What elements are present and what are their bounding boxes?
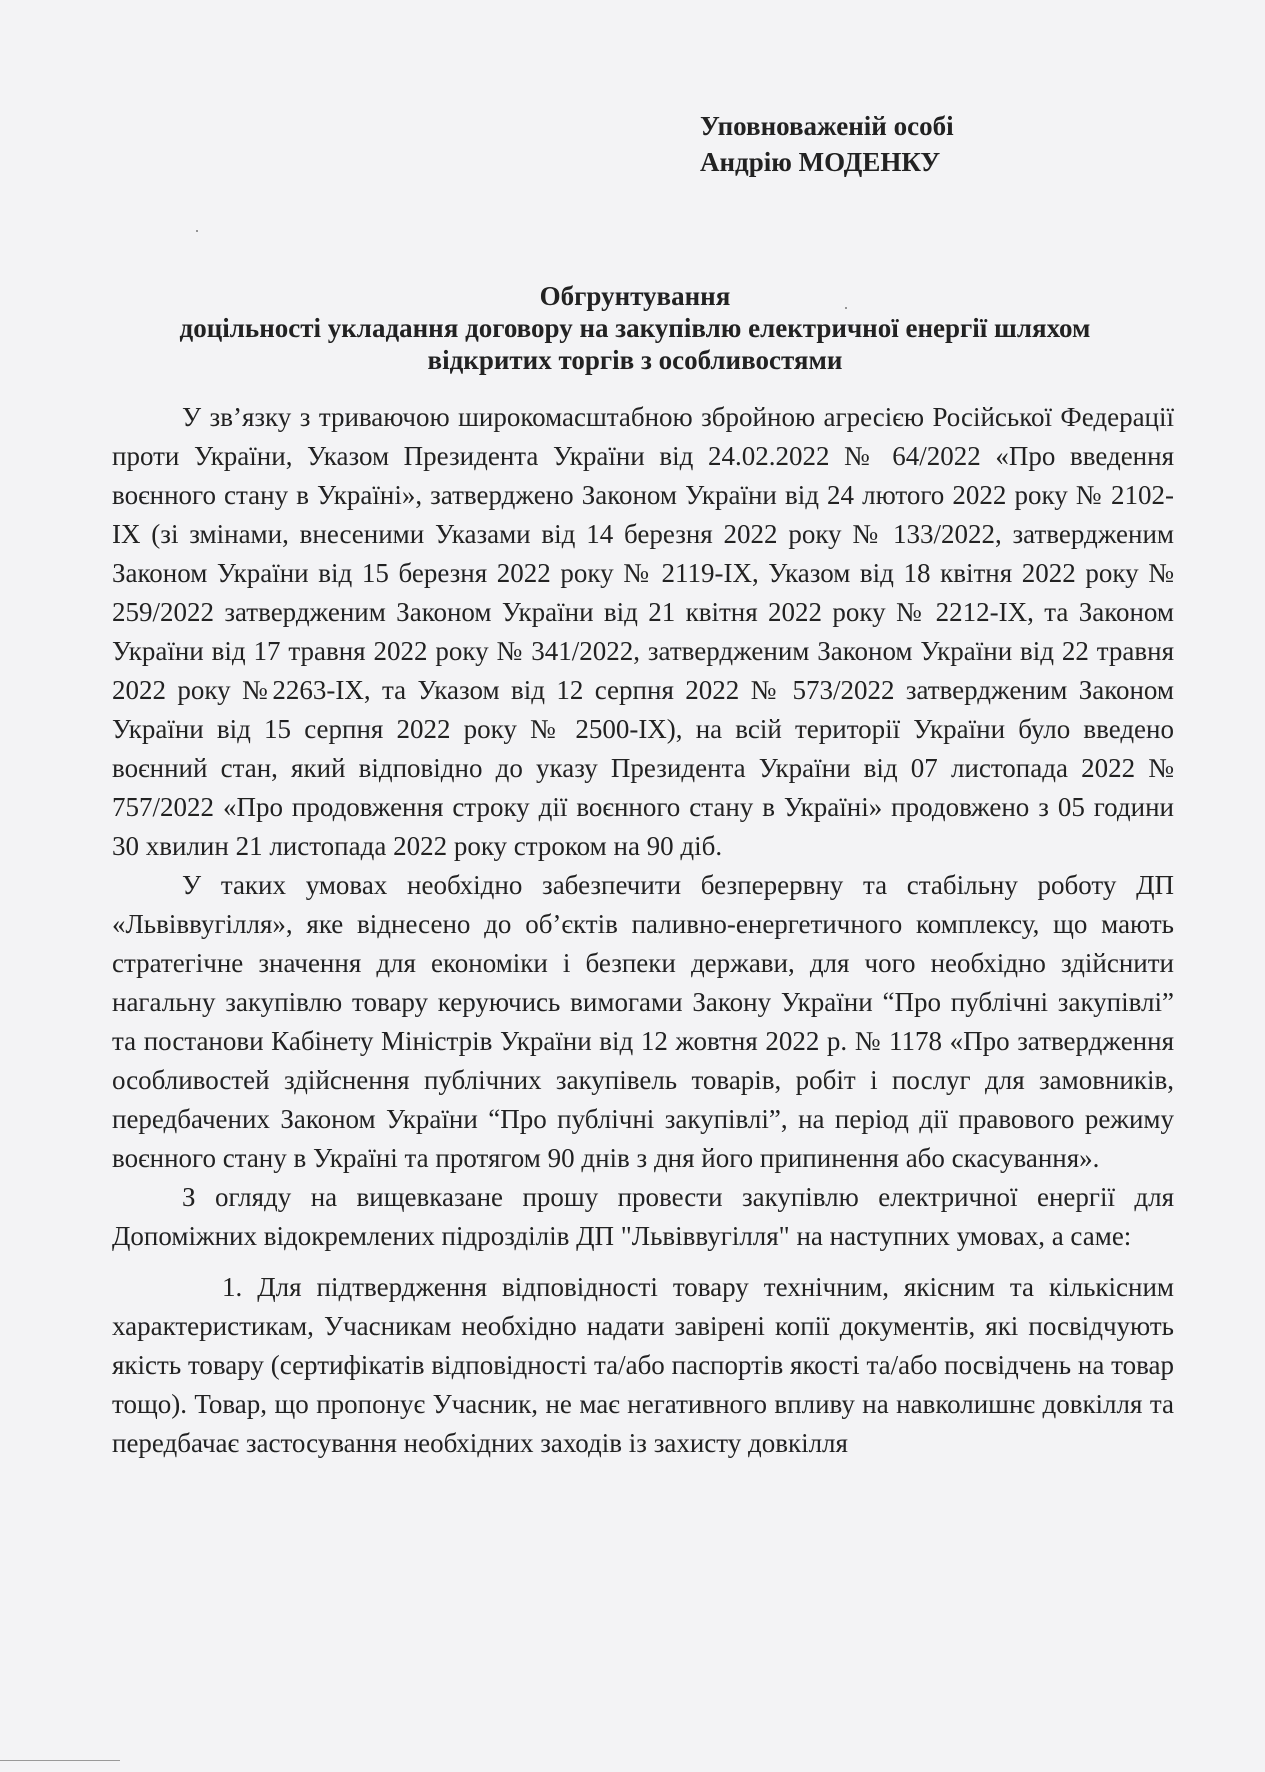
paragraph-request: З огляду на вищевказане прошу провести закупівлю електричної енергії для Допоміжних відокремлених підрозділів ДП "Львіввугілля" на наступних умовах, а саме: — [112, 1182, 1174, 1251]
heading-subtitle-line2: відкритих торгів з особливостями — [427, 345, 843, 375]
scan-edge-line — [0, 1760, 120, 1761]
scan-speck — [845, 307, 847, 309]
document-body — [112, 398, 1174, 1463]
addressee-block — [700, 108, 954, 180]
list-item: 1. Для підтвердження відповідності товару технічним, якісним та кількісним характеристикам, Учасникам необхідно надати завірені копії документів, які посвідчують якість товару (сертифікатів відповідності та/або паспортів якості та/або посвідчень на товар тощо). Товар, що пропонує Учасник, не має негативного впливу на навколишнє довкілля та передбачає застосування необхідних заходів із захисту довкілля — [112, 1272, 1174, 1458]
addressee-name: Андрію МОДЕНКУ — [700, 147, 941, 177]
paragraph-martial-law: У зв’язку з триваючою широкомасштабною збройною агресією Російської Федерації проти України, Указом Президента України від 24.02.2022 № 64/2022 «Про введення воєнного стану в Україні», затверджено Законом України від 24 лютого 2022 року № 2102-IX (зі змінами, внесеними Указами від 14 березня 2022 року № 133/2022, затвердженим Законом України від 15 березня 2022 року № 2119-IX, Указом від 18 квітня 2022 року № 259/2022 затвердженим Законом України від 21 квітня 2022 року № 2212-IX, та Законом України від 17 травня 2022 року № 341/2022, затвердженим Законом України від 22 травня 2022 року №2263-IX, та Указом від 12 серпня 2022 № 573/2022 затвердженим Законом України від 15 серпня 2022 року № 2500-IX), на всій території України було введено воєнний стан, який відповідно до указу Президента України від 07 листопада 2022 № 757/2022 «Про продовження строку дії воєнного стану в Україні» продовжено з 05 години 30 хвилин 21 листопада 2022 року строком на 90 діб. — [112, 402, 1174, 861]
heading-title: Обгрунтування — [539, 281, 731, 311]
scan-speck — [196, 230, 198, 232]
paragraph-conditions: У таких умовах необхідно забезпечити безперервну та стабільну роботу ДП «Львіввугілля», яке віднесено до об’єктів паливно-енергетичного комплексу, що мають стратегічне значення для економіки і безпеки держави, для чого необхідно здійснити нагальну закупівлю товару керуючись вимогами Закону України “Про публічні закупівлі” та постанови Кабінету Міністрів України від 12 жовтня 2022 р. № 1178 «Про затвердження особливостей здійснення публічних закупівель товарів, робіт і послуг для замовників, передбачених Законом України “Про публічні закупівлі”, на період дії правового режиму воєнного стану в Україні та протягом 90 днів з дня його припинення або скасування». — [112, 870, 1174, 1173]
document-heading — [100, 280, 1170, 376]
heading-subtitle-line1: доцільності укладання договору на закупівлю електричної енергії шляхом — [179, 313, 1091, 343]
addressee-title: Уповноваженій особі — [700, 111, 954, 141]
